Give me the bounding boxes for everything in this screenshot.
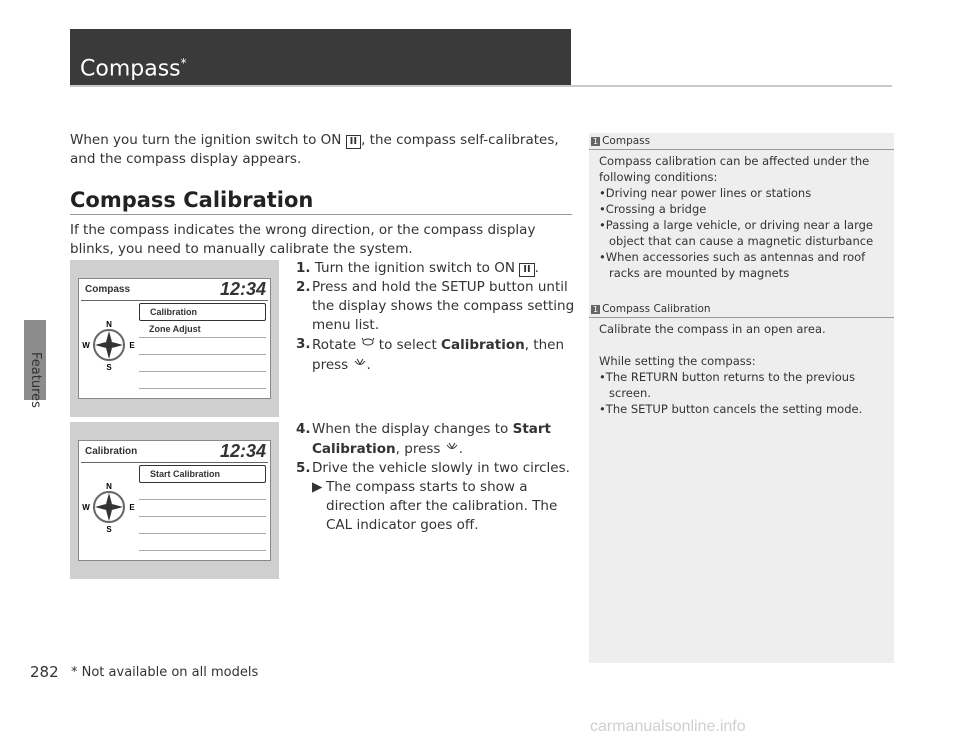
step-5 [296, 459, 576, 478]
menu-item-empty [139, 534, 266, 551]
bullet-text: The RETURN button returns to the previous screen. [605, 370, 856, 400]
step-text-mid: to select [374, 337, 442, 353]
watermark: carmanualsonline.info [590, 718, 746, 735]
step-text: Turn the ignition switch to ON [314, 260, 520, 276]
menu-item-zone-adjust: Zone Adjust [139, 321, 266, 338]
note-body [589, 318, 894, 417]
step-text-end: . [458, 441, 464, 457]
bullet-text: The SETUP button cancels the setting mode. [605, 402, 863, 416]
note-lead-2: While setting the compass: [599, 354, 756, 368]
calibration-screenshot [70, 422, 279, 579]
compass-n-label: N [106, 482, 112, 491]
compass-s-label: S [106, 363, 112, 372]
step-number: 5. [296, 460, 311, 476]
screen-separator [81, 300, 268, 301]
step-text-end: . [534, 260, 539, 276]
note-title: Compass [602, 135, 651, 147]
screen-separator [81, 462, 268, 463]
steps-group-2 [296, 420, 576, 535]
compass-rose-icon [83, 481, 135, 533]
calibration-paragraph: If the compass indicates the wrong direction, or the compass display blinks, you need to manually calibrate the system. [70, 222, 536, 257]
press-icon [353, 355, 367, 369]
step-4-text [312, 420, 576, 459]
title-text: Compass [80, 56, 181, 82]
steps-group-1 [296, 259, 576, 375]
bullet-text: Driving near power lines or stations [605, 186, 812, 200]
note-box-compass-calibration [589, 301, 894, 417]
bullet-text: Passing a large vehicle, or driving near a large object that can cause a magnetic disturbance [605, 218, 874, 248]
note-box-compass [589, 133, 894, 281]
step-text: Rotate [312, 337, 361, 353]
screen-menu [139, 465, 266, 551]
menu-item-empty [139, 517, 266, 534]
intro-paragraph [70, 131, 575, 169]
compass-e-label: E [129, 341, 135, 350]
note-heading [589, 301, 894, 318]
compass-w-label: W [82, 341, 90, 350]
ignition-on-glyph: II [346, 135, 361, 149]
menu-item-empty [139, 338, 266, 355]
selector-knob-icon [361, 335, 375, 349]
step-text: Press and hold the SETUP button until the display shows the compass setting menu list. [312, 279, 575, 333]
screen-menu [139, 303, 266, 389]
compass-w-label: W [82, 503, 90, 512]
bullet-text: When accessories such as antennas and roof racks are mounted by magnets [605, 250, 866, 280]
step-number: 4. [296, 421, 311, 437]
result-text: The compass starts to show a direction after the calibration. The CAL indicator goes off. [326, 479, 558, 533]
step-number: 1. [296, 260, 311, 276]
compass-menu-screenshot [70, 260, 279, 417]
step-1 [296, 259, 576, 278]
note-bullet: •Crossing a bridge [599, 202, 707, 216]
step-text-post: , press [395, 441, 445, 457]
note-bullet: •The RETURN button returns to the previous screen. [599, 370, 856, 400]
intro-text: When you turn the ignition switch to ON [70, 132, 346, 148]
menu-item-empty [139, 500, 266, 517]
screen-title: Compass [85, 284, 131, 295]
intro-text-2: , the compass self-calibrates, and the compass display appears. [70, 132, 559, 167]
note-marker-icon: 1 [593, 305, 599, 314]
title-rule [70, 85, 892, 87]
footnote: * Not available on all models [71, 665, 259, 680]
note-title: Compass Calibration [602, 303, 711, 315]
step-bold: Calibration [441, 337, 525, 353]
section-heading: Compass Calibration [70, 188, 314, 212]
heading-rule [70, 214, 572, 215]
page-title [80, 56, 187, 81]
step-5-result [296, 478, 576, 535]
compass-rose-icon [83, 319, 135, 371]
step-3 [296, 335, 576, 375]
press-icon [445, 439, 459, 453]
step-text: When the display changes to [312, 421, 513, 437]
menu-item-empty [139, 372, 266, 389]
note-lead: Calibrate the compass in an open area. [599, 322, 826, 336]
bullet-text: Crossing a bridge [605, 202, 707, 216]
menu-item-start-calibration: Start Calibration [139, 465, 266, 483]
menu-item-calibration: Calibration [139, 303, 266, 321]
page-number: 282 [30, 663, 59, 681]
section-tab-label: Features [28, 352, 43, 408]
title-footnote-mark: * [180, 56, 187, 70]
step-number: 3. [296, 336, 311, 352]
step-3-text [312, 335, 576, 375]
step-4 [296, 420, 576, 459]
display-screen [78, 278, 271, 399]
notes-sidebar [589, 133, 894, 663]
note-heading [589, 133, 894, 150]
step-bold: Start Calibration [312, 421, 551, 457]
step-number: 2. [296, 279, 311, 295]
step-text-end: . [366, 357, 371, 373]
note-body [589, 150, 894, 281]
compass-s-label: S [106, 525, 112, 534]
result-arrow-icon: ▶ [312, 479, 323, 495]
note-bullet: •Driving near power lines or stations [599, 186, 812, 200]
menu-item-empty [139, 483, 266, 500]
step-text: Drive the vehicle slowly in two circles. [312, 460, 570, 476]
screen-clock: 12:34 [219, 279, 266, 299]
note-bullet: •The SETUP button cancels the setting mode. [599, 402, 863, 416]
menu-item-empty [139, 355, 266, 372]
note-marker-icon: 1 [593, 137, 599, 146]
display-screen [78, 440, 271, 561]
note-bullet: •Passing a large vehicle, or driving near a large object that can cause a magnetic disturbance [599, 218, 874, 248]
ignition-on-glyph: II [519, 263, 534, 277]
screen-clock: 12:34 [219, 441, 266, 461]
step-2 [296, 278, 576, 335]
note-lead: Compass calibration can be affected under the following conditions: [599, 154, 870, 184]
note-bullet: •When accessories such as antennas and roof racks are mounted by magnets [599, 250, 866, 280]
step-text-post: , then press [312, 337, 565, 373]
screen-title: Calibration [85, 446, 138, 457]
note-spacer [599, 337, 884, 353]
compass-e-label: E [129, 503, 135, 512]
compass-n-label: N [106, 320, 112, 329]
